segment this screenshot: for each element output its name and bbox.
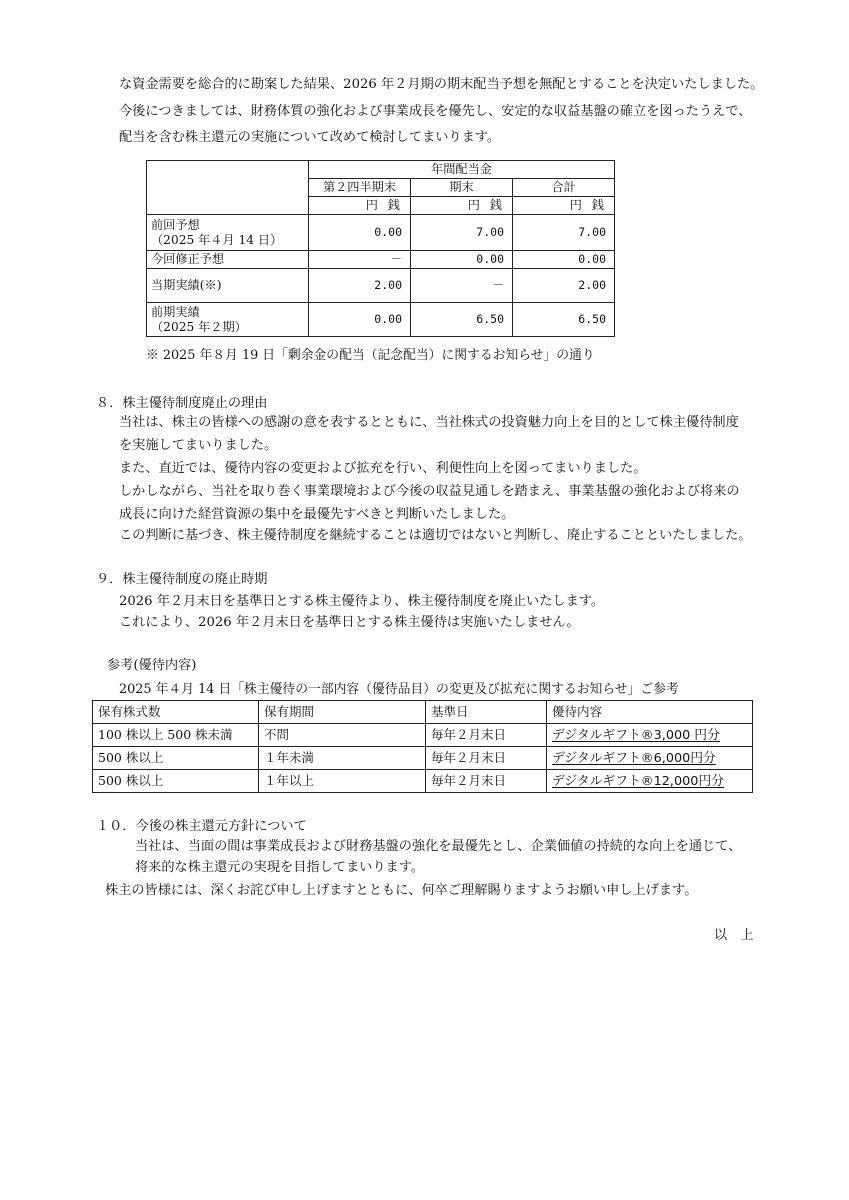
section-9-title: ９．株主優待制度の廃止時期 xyxy=(96,572,268,587)
cell-total: 6.50 xyxy=(513,303,615,337)
column-header: 第２四半期末 xyxy=(309,179,411,197)
section-8-line-4: しかしながら、当社を取り巻く事業環境および今後の収益見通しを踏まえ、事業基盤の強化および将来の xyxy=(119,484,740,499)
benefit-table xyxy=(92,700,753,793)
column-header: 優待内容 xyxy=(547,701,753,724)
benefit-text: デジタルギフト®12,000円分 xyxy=(552,773,724,789)
table-row xyxy=(147,251,615,269)
section-8-line-6: この判断に基づき、株主優待制度を継続することは適切ではないと判断し、廃止することといたしました。 xyxy=(119,528,752,543)
section-8-line-3: また、直近では、優待内容の変更および拡充を行い、利便性向上を図ってまいりました。 xyxy=(119,461,647,476)
cell-end: － xyxy=(411,269,513,303)
end-mark: 以 上 xyxy=(714,928,754,943)
reference-subtitle: 2025 年４月 14 日「株主優待の一部内容（優待品目）の変更及び拡充に関するお知らせ」ご参考 xyxy=(119,682,679,697)
section-9-line-2: これにより、2026 年２月末日を基準日とする株主優待は実施いたしません。 xyxy=(119,615,580,630)
benefit-text: デジタルギフト®3,000 円分 xyxy=(552,727,720,743)
row-label-sub: （2025 年４月 14 日） xyxy=(151,232,283,247)
section-10-title: １０．今後の株主還元方針について xyxy=(96,819,307,834)
closing-line: 株主の皆様には、深くお詫び申し上げますとともに、何卒ご理解賜りますようお願い申し上げます。 xyxy=(105,883,698,898)
cell-end: 7.00 xyxy=(411,215,513,251)
benefit-text: デジタルギフト®6,000円分 xyxy=(552,750,716,766)
cell-period: １年以上 xyxy=(259,770,426,793)
intro-line-3: 配当を含む株主還元の実施について改めて検討してまいります。 xyxy=(119,130,501,145)
column-header: 保有株式数 xyxy=(93,701,259,724)
unit-label: 円 銭 xyxy=(513,197,615,215)
cell-shares: 100 株以上 500 株未満 xyxy=(93,724,259,747)
cell-benefit xyxy=(547,747,753,770)
section-8-line-1: 当社は、株主の皆様への感謝の意を表するとともに、当社株式の投資魅力向上を目的として株主優待制度 xyxy=(119,415,739,430)
row-label: 当期実績(※) xyxy=(147,269,309,303)
table-row xyxy=(93,747,753,770)
row-label-main: 前回予想 xyxy=(151,217,200,232)
cell-total: 2.00 xyxy=(513,269,615,303)
row-label-sub: （2025 年２期） xyxy=(151,319,247,334)
cell-benefit xyxy=(547,724,753,747)
table-row xyxy=(147,215,615,251)
intro-line-2: 今後につきましては、財務体質の強化および事業成長を優先し、安定的な収益基盤の確立を図ったうえで、 xyxy=(119,104,752,119)
section-8-line-2: を実施してまいりました。 xyxy=(119,438,278,453)
unit-label: 円 銭 xyxy=(411,197,513,215)
cell-period: １年未満 xyxy=(259,747,426,770)
row-label: 今回修正予想 xyxy=(147,251,309,269)
cell-benefit xyxy=(547,770,753,793)
column-header: 保有期間 xyxy=(259,701,426,724)
cell-total: 7.00 xyxy=(513,215,615,251)
table-row xyxy=(147,269,615,303)
cell-record-date: 毎年２月末日 xyxy=(426,724,547,747)
table-corner xyxy=(147,161,309,215)
group-header: 年間配当金 xyxy=(309,161,615,179)
cell-q2: 0.00 xyxy=(309,303,411,337)
cell-q2: 2.00 xyxy=(309,269,411,303)
cell-period: 不問 xyxy=(259,724,426,747)
column-header: 合計 xyxy=(513,179,615,197)
cell-total: 0.00 xyxy=(513,251,615,269)
intro-line-1: な資金需要を総合的に勘案した結果、2026 年２月期の期末配当予想を無配とすることを決定いたしました。 xyxy=(119,77,764,92)
column-header: 期末 xyxy=(411,179,513,197)
column-header: 基準日 xyxy=(426,701,547,724)
cell-end: 6.50 xyxy=(411,303,513,337)
reference-title: 参考(優待内容) xyxy=(107,658,197,673)
cell-shares: 500 株以上 xyxy=(93,747,259,770)
table-row xyxy=(93,770,753,793)
table-row xyxy=(93,724,753,747)
cell-end: 0.00 xyxy=(411,251,513,269)
cell-record-date: 毎年２月末日 xyxy=(426,770,547,793)
cell-q2: － xyxy=(309,251,411,269)
section-10-line-1: 当社は、当面の間は事業成長および財務基盤の強化を最優先とし、企業価値の持続的な向上を通じて、 xyxy=(135,839,742,854)
row-label xyxy=(147,303,309,337)
row-label xyxy=(147,215,309,251)
row-label-main: 前期実績 xyxy=(151,304,200,319)
table-footnote: ※ 2025 年８月 19 日「剰余金の配当（記念配当）に関するお知らせ」の通り xyxy=(146,348,595,363)
cell-record-date: 毎年２月末日 xyxy=(426,747,547,770)
section-9-line-1: 2026 年２月末日を基準日とする株主優待より、株主優待制度を廃止いたします。 xyxy=(119,594,605,609)
cell-q2: 0.00 xyxy=(309,215,411,251)
section-8-line-5: 成長に向けた経営資源の集中を最優先すべきと判断いたしました。 xyxy=(119,507,515,522)
unit-label: 円 銭 xyxy=(309,197,411,215)
table-row xyxy=(147,303,615,337)
dividend-table xyxy=(146,160,615,337)
cell-shares: 500 株以上 xyxy=(93,770,259,793)
section-10-line-2: 将来的な株主還元の実現を目指してまいります。 xyxy=(135,860,425,875)
table-header-row xyxy=(93,701,753,724)
section-8-title: ８．株主優待制度廃止の理由 xyxy=(96,396,268,411)
